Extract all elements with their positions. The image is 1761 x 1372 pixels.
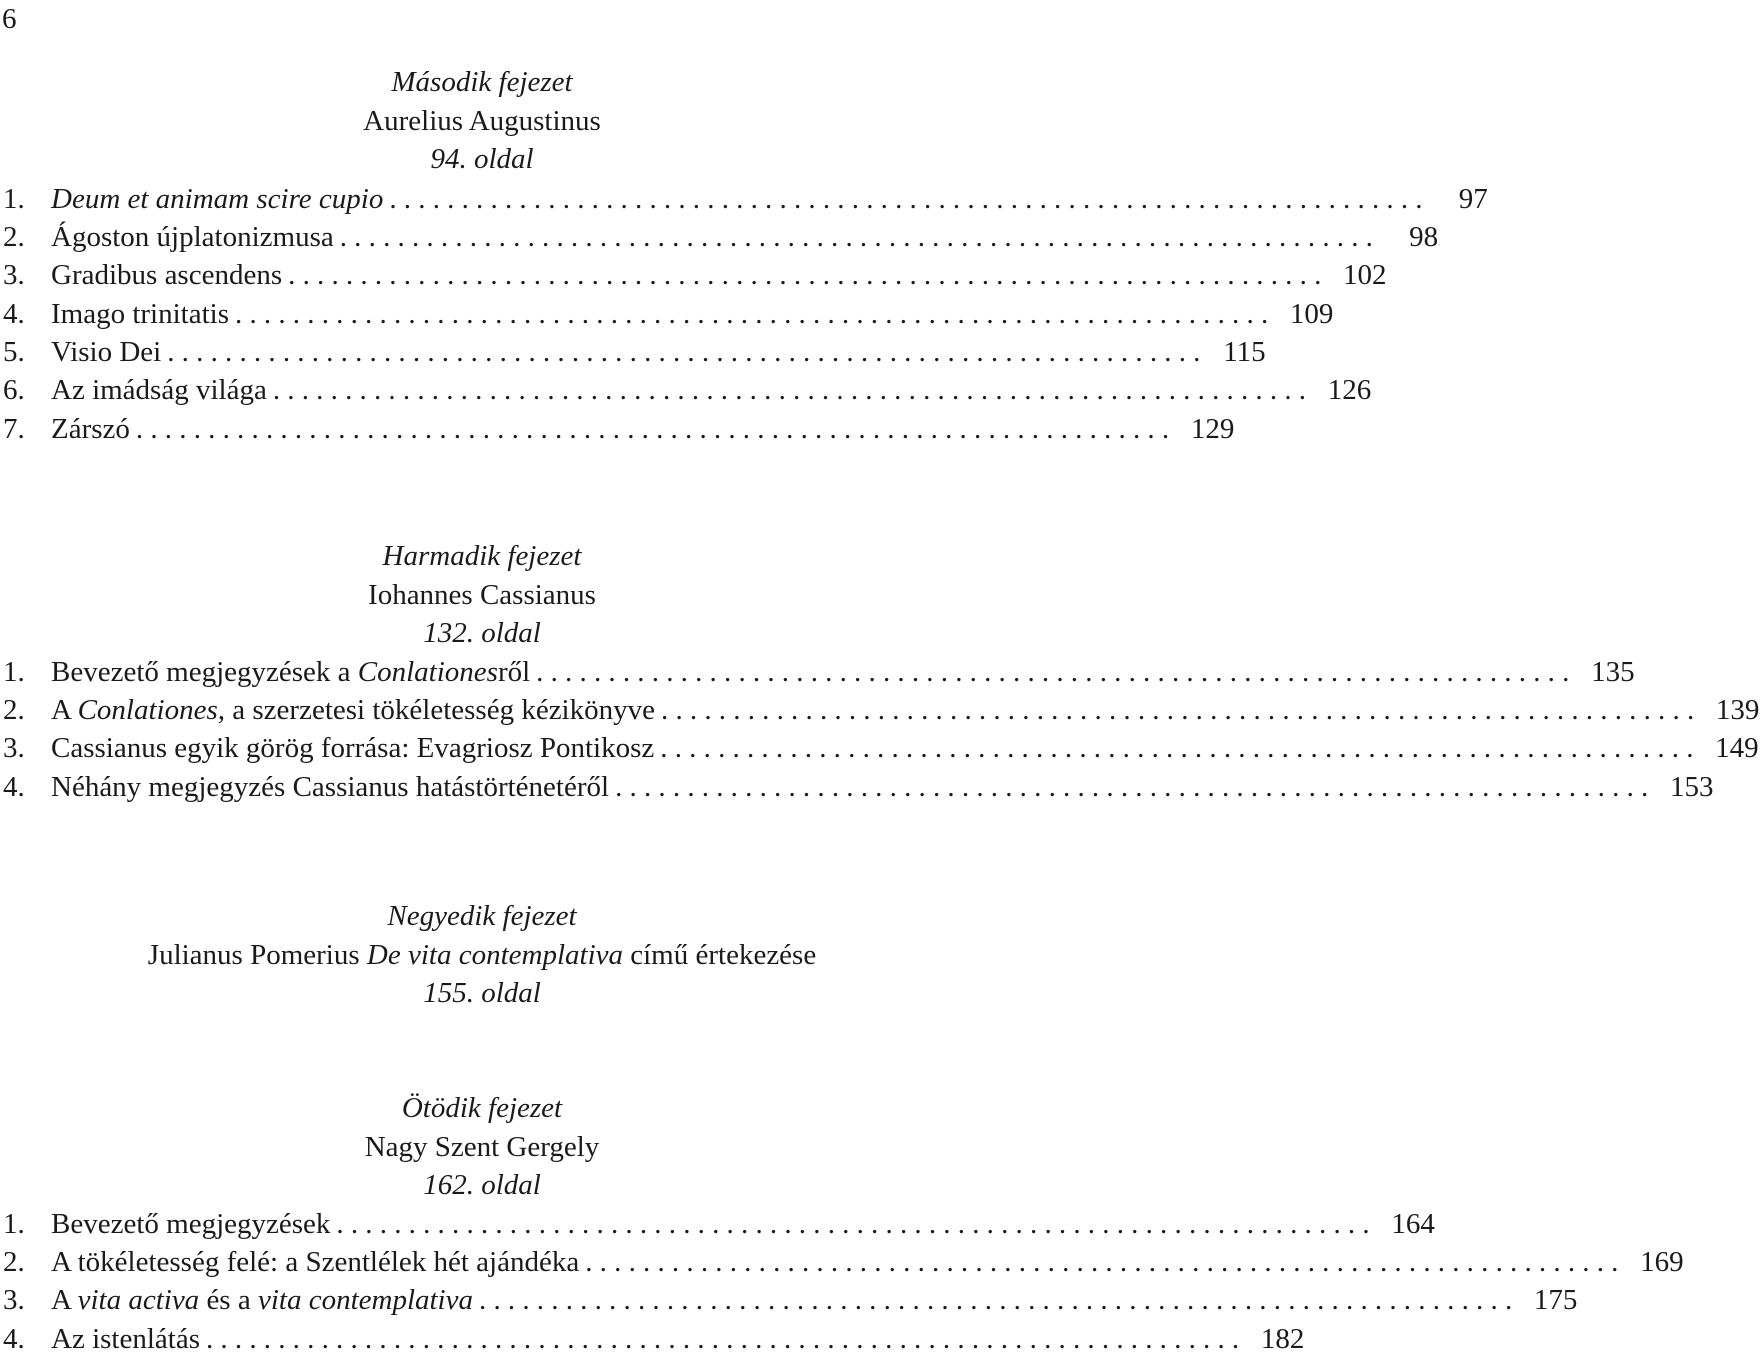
toc-entry-title-italic: vita contemplativa	[257, 1284, 473, 1317]
toc-entry-title-italic: Conlationes,	[77, 693, 226, 726]
chapter-label: Második fejezet	[391, 66, 573, 98]
dot-leader: ........................................................................	[135, 412, 1177, 445]
chapter-title-part: című értekezése	[623, 938, 817, 971]
chapter-section-2	[0, 63, 1488, 448]
toc-entry-page: 149	[1715, 732, 1759, 765]
chapter-page: 162. oldal	[423, 1169, 541, 1201]
toc-entry-title-part: A	[51, 1284, 78, 1317]
toc-entry-title-part: Bevezető megjegyzések a	[51, 655, 358, 688]
dot-leader: ........................................................................	[272, 374, 1314, 407]
chapter-title: Aurelius Augustinus	[363, 104, 601, 137]
toc-entry-title	[51, 1281, 473, 1319]
toc-entry-title: Az imádság világa	[51, 374, 267, 407]
toc-entry-page: 139	[1715, 693, 1760, 726]
dot-leader: ........................................................................	[339, 220, 1381, 253]
toc-entry-page: 102	[1343, 259, 1387, 292]
toc-list	[0, 1205, 1684, 1359]
chapter-page: 132. oldal	[423, 617, 541, 649]
toc-entry[interactable]	[0, 371, 1372, 409]
toc-entry-title	[51, 691, 655, 729]
toc-entry-number: 3.	[3, 732, 25, 765]
toc-entry[interactable]	[0, 218, 1439, 256]
toc-entry[interactable]	[0, 768, 1714, 806]
chapter-label: Ötödik fejezet	[401, 1092, 563, 1124]
dot-leader: ........................................................................	[336, 1207, 1377, 1240]
dot-leader: ........................................................................	[288, 259, 1329, 292]
toc-entry-title-italic: Conlationes	[357, 655, 498, 688]
toc-entry-number: 4.	[3, 297, 25, 330]
toc-entry-title-part: a szerzetesi tökéletesség kézikönyve	[225, 693, 655, 726]
toc-entry-title: Néhány megjegyzés Cassianus hatástörténetéről	[51, 770, 610, 803]
toc-entry-page: 126	[1327, 374, 1372, 407]
toc-entry-page: 175	[1533, 1284, 1578, 1317]
toc-entry-number: 5.	[3, 336, 25, 369]
toc-entry-title: Bevezető megjegyzések	[51, 1207, 331, 1240]
toc-entry-title: Cassianus egyik görög forrása: Evagriosz Pontikosz	[51, 732, 655, 765]
page-number: 6	[2, 3, 17, 35]
chapter-page: 155. oldal	[423, 977, 541, 1009]
chapter-label: Harmadik fejezet	[382, 540, 582, 572]
toc-entry-title-italic: Deum et animam scire cupio	[51, 182, 384, 215]
chapter-title	[4, 936, 960, 975]
toc-entry-page: 115	[1223, 336, 1266, 369]
toc-entry-number: 4.	[3, 770, 25, 803]
chapter-title-part: Julianus Pomerius	[147, 938, 367, 971]
chapter-section-4	[0, 897, 960, 1013]
toc-entry[interactable]	[0, 729, 1759, 767]
toc-entry-number: 1.	[3, 655, 25, 688]
dot-leader: ........................................................................	[615, 770, 1656, 803]
toc-entry-number: 1.	[3, 182, 25, 215]
toc-entry-page: 109	[1289, 297, 1334, 330]
dot-leader: ........................................................................	[235, 297, 1276, 330]
toc-entry-page: 164	[1391, 1207, 1435, 1240]
toc-entry-number: 4.	[3, 1322, 25, 1355]
toc-entry-title	[51, 180, 383, 218]
chapter-heading	[4, 1089, 960, 1205]
toc-entry[interactable]	[0, 691, 1760, 729]
toc-entry-number: 6.	[3, 374, 25, 407]
chapter-title: Nagy Szent Gergely	[364, 1130, 600, 1163]
chapter-heading	[4, 537, 960, 653]
dot-leader: ........................................................................	[661, 693, 1702, 726]
toc-entry[interactable]	[0, 1243, 1684, 1281]
toc-entry-title	[51, 653, 530, 691]
toc-entry-title-part: és a	[199, 1284, 258, 1317]
dot-leader: ........................................................................	[585, 1245, 1626, 1278]
toc-entry-number: 1.	[3, 1207, 25, 1240]
toc-entry-page: 135	[1591, 655, 1635, 688]
toc-entry-title: Gradibus ascendens	[51, 259, 283, 292]
toc-entry[interactable]	[0, 180, 1488, 218]
chapter-section-5	[0, 1089, 1684, 1358]
toc-entry[interactable]	[0, 256, 1387, 294]
toc-entry[interactable]	[0, 1281, 1578, 1319]
dot-leader: ........................................................................	[389, 182, 1430, 215]
toc-entry-title-part: A	[51, 693, 78, 726]
toc-entry[interactable]	[0, 1320, 1305, 1358]
chapter-label: Negyedik fejezet	[387, 900, 577, 932]
toc-entry-title-italic: vita activa	[77, 1284, 200, 1317]
toc-entry[interactable]	[0, 295, 1334, 333]
toc-entry-title: Visio Dei	[51, 336, 162, 369]
toc-entry-page: 182	[1260, 1322, 1305, 1355]
toc-entry-page: 129	[1190, 412, 1235, 445]
toc-entry-number: 3.	[3, 259, 25, 292]
toc-entry-page: 98	[1409, 220, 1439, 253]
toc-entry-page: 97	[1458, 182, 1488, 215]
toc-entry-title: Az istenlátás	[51, 1322, 200, 1355]
dot-leader: ........................................................................	[479, 1284, 1520, 1317]
toc-entry[interactable]	[0, 1205, 1435, 1243]
toc-entry-number: 3.	[3, 1284, 25, 1317]
toc-entry[interactable]	[0, 410, 1235, 448]
chapter-title-italic: De vita contemplativa	[366, 938, 623, 971]
toc-list	[0, 653, 1760, 807]
chapter-heading	[4, 63, 960, 179]
chapter-page: 94. oldal	[430, 143, 534, 175]
dot-leader: ........................................................................	[536, 655, 1577, 688]
dot-leader: ........................................................................	[167, 336, 1208, 369]
dot-leader: ........................................................................	[205, 1322, 1247, 1355]
chapter-heading	[4, 897, 960, 1013]
toc-entry-number: 7.	[3, 412, 25, 445]
toc-entry-number: 2.	[3, 693, 25, 726]
toc-entry-page: 169	[1640, 1245, 1684, 1278]
toc-entry-title: Zárszó	[51, 412, 130, 445]
toc-entry-number: 2.	[3, 220, 25, 253]
dot-leader: ........................................................................	[660, 732, 1701, 765]
toc-entry-title: Ágoston újplatonizmusa	[51, 220, 334, 253]
toc-entry-number: 2.	[3, 1245, 25, 1278]
toc-entry[interactable]	[0, 333, 1266, 371]
toc-list	[0, 180, 1488, 449]
toc-entry-page: 153	[1669, 770, 1714, 803]
chapter-section-3	[0, 537, 1760, 806]
chapter-title: Iohannes Cassianus	[368, 578, 596, 611]
toc-entry[interactable]	[0, 653, 1635, 691]
toc-entry-title-part: ről	[497, 655, 531, 688]
toc-entry-title: A tökéletesség felé: a Szentlélek hét ajándéka	[51, 1245, 580, 1278]
toc-entry-title: Imago trinitatis	[51, 297, 229, 330]
